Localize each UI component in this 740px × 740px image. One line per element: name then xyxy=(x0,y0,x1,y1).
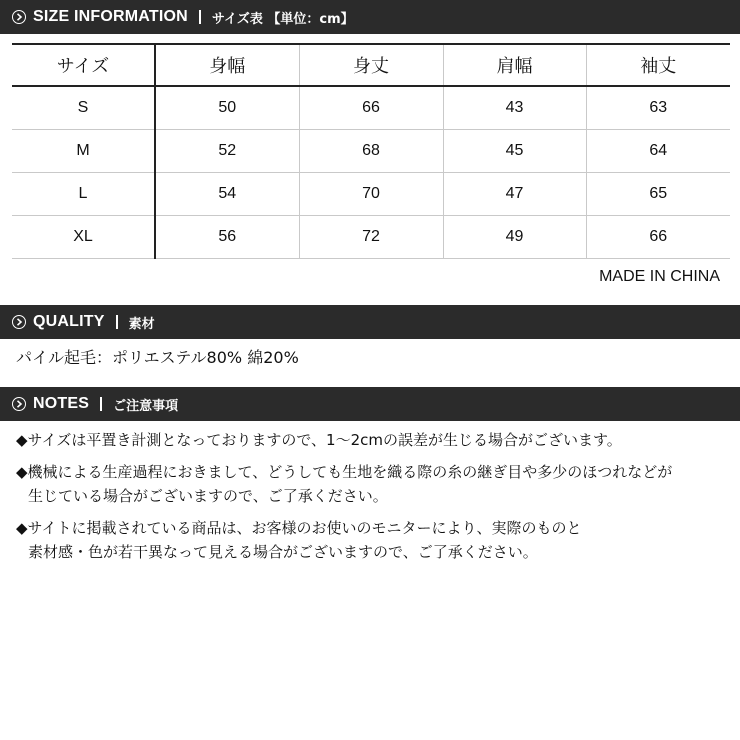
table-cell: 43 xyxy=(443,86,586,130)
table-cell: 56 xyxy=(155,216,299,259)
table-cell: 72 xyxy=(299,216,443,259)
header-divider xyxy=(100,397,102,411)
chevron-right-circle-icon xyxy=(12,10,26,24)
note-item xyxy=(16,460,736,508)
table-cell: 66 xyxy=(586,216,730,259)
note-line: 生じている場合がございますので、ご了承ください。 xyxy=(28,487,388,505)
table-cell: 66 xyxy=(299,86,443,130)
size-label-cell: XL xyxy=(12,216,155,259)
notes-header xyxy=(0,387,740,421)
size-label-cell: S xyxy=(12,86,155,130)
header-divider xyxy=(199,10,201,24)
chevron-right-circle-icon xyxy=(12,315,26,329)
table-cell: 68 xyxy=(299,130,443,173)
material-composition: パイル起毛：ポリエステル80% 綿20% xyxy=(16,348,299,367)
size-table xyxy=(12,43,730,259)
size-information-subtitle: サイズ表 【単位：cm】 xyxy=(211,11,354,27)
table-row xyxy=(12,173,730,216)
table-cell: 64 xyxy=(586,130,730,173)
header-divider xyxy=(116,315,118,329)
quality-title: QUALITY xyxy=(33,313,105,330)
table-cell: 45 xyxy=(443,130,586,173)
notes-title: NOTES xyxy=(33,395,90,412)
size-label-cell: M xyxy=(12,130,155,173)
header-cell-sleeve-length: 袖丈 xyxy=(586,44,730,86)
size-information-header xyxy=(0,0,740,34)
table-cell: 54 xyxy=(155,173,299,216)
table-cell: 50 xyxy=(155,86,299,130)
note-line: ◆サイトに掲載されている商品は、お客様のお使いのモニターにより、実際のものと xyxy=(16,519,582,537)
size-table-header-row xyxy=(12,44,730,86)
notes-subtitle: ご注意事項 xyxy=(113,398,179,414)
table-row xyxy=(12,130,730,173)
quality-subtitle: 素材 xyxy=(128,316,155,332)
header-cell-body-length: 身丈 xyxy=(299,44,443,86)
table-cell: 52 xyxy=(155,130,299,173)
table-cell: 47 xyxy=(443,173,586,216)
table-cell: 65 xyxy=(586,173,730,216)
table-cell: 63 xyxy=(586,86,730,130)
table-cell: 70 xyxy=(299,173,443,216)
note-line: ◆機械による生産過程におきまして、どうしても生地を織る際の糸の継ぎ目や多少のほつれなどが xyxy=(16,463,673,481)
quality-header xyxy=(0,305,740,339)
country-of-origin: MADE IN CHINA xyxy=(599,268,720,285)
size-label-cell: L xyxy=(12,173,155,216)
note-item xyxy=(16,516,736,564)
header-cell-size: サイズ xyxy=(12,44,155,86)
size-information-title: SIZE INFORMATION xyxy=(33,8,188,25)
note-line: 素材感・色が若干異なって見える場合がございますので、ご了承ください。 xyxy=(28,543,538,561)
notes-list xyxy=(16,428,736,572)
header-cell-body-width: 身幅 xyxy=(155,44,299,86)
table-cell: 49 xyxy=(443,216,586,259)
note-line: ◆サイズは平置き計測となっておりますので、1～2cmの誤差が生じる場合がございます。 xyxy=(16,431,622,449)
header-cell-shoulder-width: 肩幅 xyxy=(443,44,586,86)
table-row xyxy=(12,216,730,259)
table-row xyxy=(12,86,730,130)
chevron-right-circle-icon xyxy=(12,397,26,411)
note-item xyxy=(16,428,736,452)
